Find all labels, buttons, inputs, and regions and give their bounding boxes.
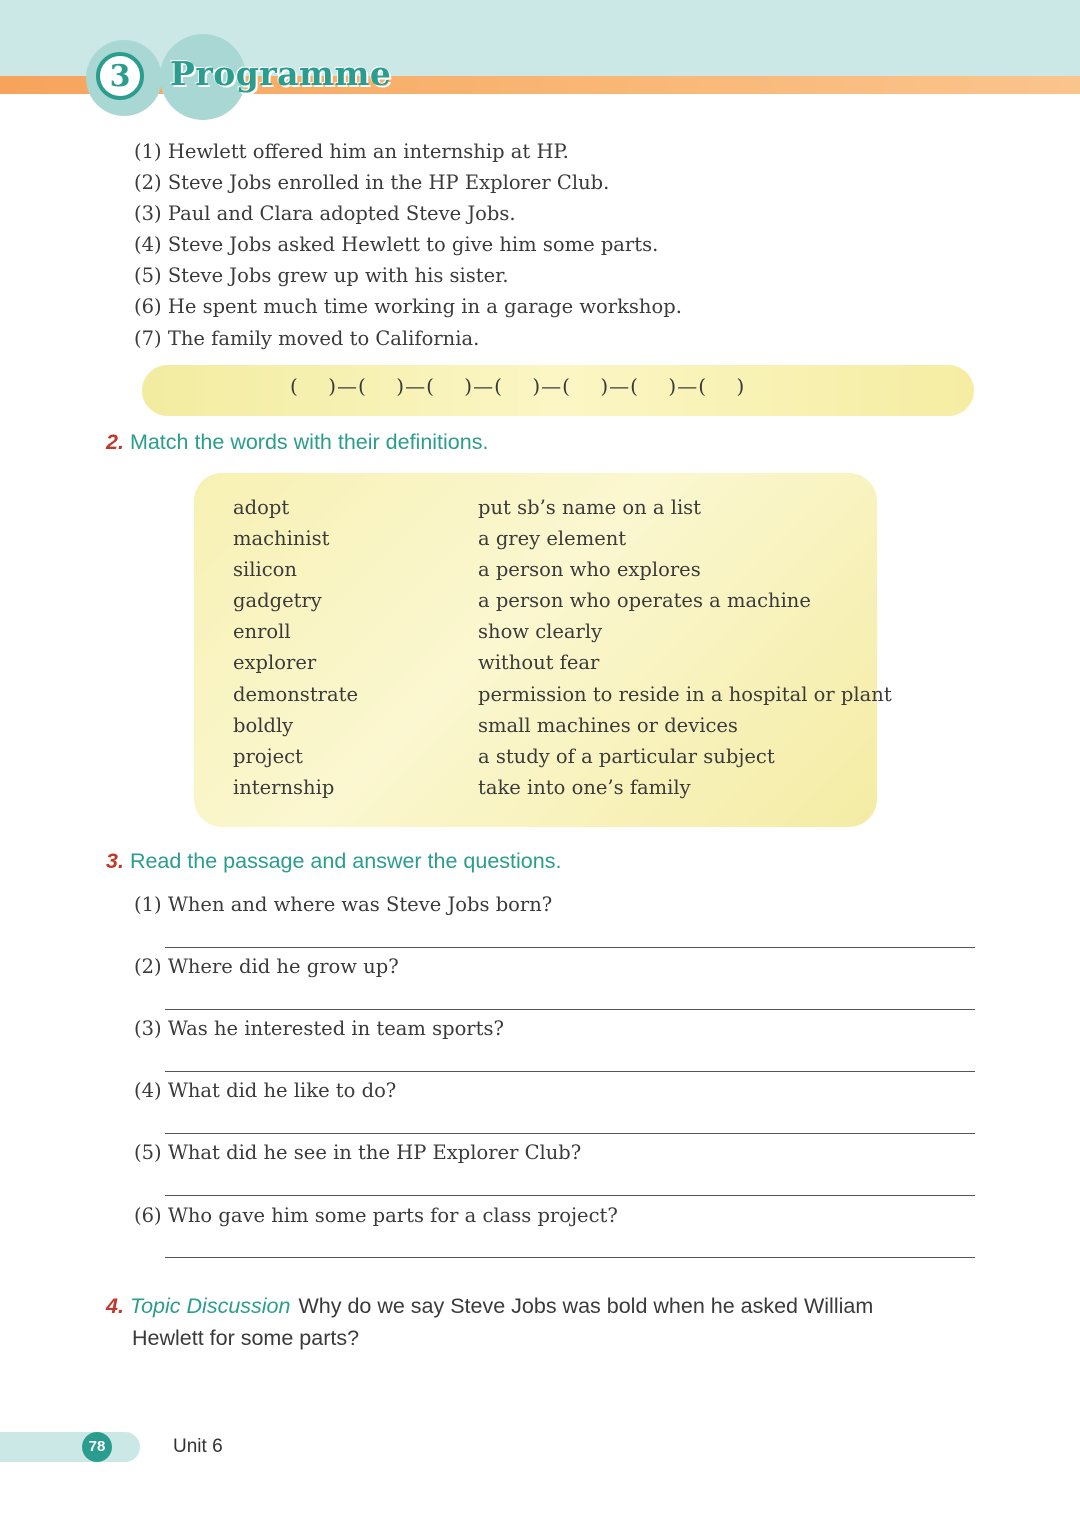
question-item: (4) What did he like to do?: [134, 1079, 397, 1102]
question-item: (2) Where did he grow up?: [134, 955, 399, 978]
statement-list: [134, 136, 682, 354]
footer-band: [0, 1432, 140, 1462]
page-number-badge: 78: [82, 1432, 112, 1462]
definition-item: small machines or devices: [478, 713, 738, 737]
task3-instruction: Read the passage and answer the questions.: [129, 849, 562, 873]
definition-item: a person who operates a machine: [478, 589, 811, 613]
answer-line[interactable]: [165, 1133, 975, 1134]
task2-number: 2.: [106, 430, 124, 454]
unit-label: Unit 6: [173, 1436, 223, 1457]
statement-item: (6) He spent much time working in a garage workshop.: [134, 295, 682, 319]
topic-label: Topic Discussion: [129, 1294, 291, 1318]
topic-text-line1: Why do we say Steve Jobs was bold when he asked William: [298, 1294, 874, 1318]
answer-line[interactable]: [165, 1257, 975, 1258]
question-item: (3) Was he interested in team sports?: [134, 1017, 504, 1040]
answer-line[interactable]: [165, 1009, 975, 1010]
word-item: silicon: [233, 558, 297, 582]
statement-item: (4) Steve Jobs asked Hewlett to give him some parts.: [134, 233, 659, 257]
question-item: (5) What did he see in the HP Explorer Club?: [134, 1141, 582, 1164]
task4-number: 4.: [106, 1294, 124, 1318]
order-blanks[interactable]: ( )—( )—( )—( )—( )—( )—( ): [290, 374, 746, 398]
statement-item: (3) Paul and Clara adopted Steve Jobs.: [134, 202, 516, 226]
definition-item: take into one’s family: [478, 775, 691, 799]
answer-line[interactable]: [165, 1195, 975, 1196]
topic-discussion: [106, 1290, 976, 1354]
definition-item: a grey element: [478, 527, 627, 551]
word-item: gadgetry: [233, 589, 322, 613]
task2-heading: [106, 430, 488, 455]
answer-line[interactable]: [165, 947, 975, 948]
word-item: explorer: [233, 651, 317, 675]
statement-item: (1) Hewlett offered him an internship at HP.: [134, 140, 569, 163]
statement-item: (2) Steve Jobs enrolled in the HP Explorer Club.: [134, 171, 610, 195]
definition-item: without fear: [478, 651, 600, 675]
definition-item: permission to reside in a hospital or plant: [478, 682, 892, 706]
word-item: project: [233, 744, 303, 768]
definition-list: [478, 492, 892, 803]
definition-item: a person who explores: [478, 558, 701, 582]
topic-text-line2: Hewlett for some parts?: [132, 1326, 360, 1350]
statement-item: (5) Steve Jobs grew up with his sister.: [134, 264, 509, 288]
word-item: internship: [233, 775, 335, 799]
answer-line[interactable]: [165, 1071, 975, 1072]
task3-number: 3.: [106, 849, 124, 873]
word-list: [233, 492, 358, 803]
word-item: machinist: [233, 527, 330, 551]
task3-heading: [106, 849, 561, 874]
definition-item: put sb’s name on a list: [478, 496, 702, 519]
statement-item: (7) The family moved to California.: [134, 326, 480, 350]
question-item: (6) Who gave him some parts for a class project?: [134, 1204, 618, 1227]
word-item: adopt: [233, 496, 290, 519]
task2-instruction: Match the words with their definitions.: [129, 430, 489, 454]
word-item: enroll: [233, 620, 291, 644]
section-title: Programme: [170, 54, 392, 93]
word-item: boldly: [233, 713, 294, 737]
definition-item: a study of a particular subject: [478, 744, 775, 768]
question-item: (1) When and where was Steve Jobs born?: [134, 893, 553, 916]
section-number-badge: 3: [96, 52, 144, 100]
definition-item: show clearly: [478, 620, 603, 644]
word-item: demonstrate: [233, 682, 358, 706]
